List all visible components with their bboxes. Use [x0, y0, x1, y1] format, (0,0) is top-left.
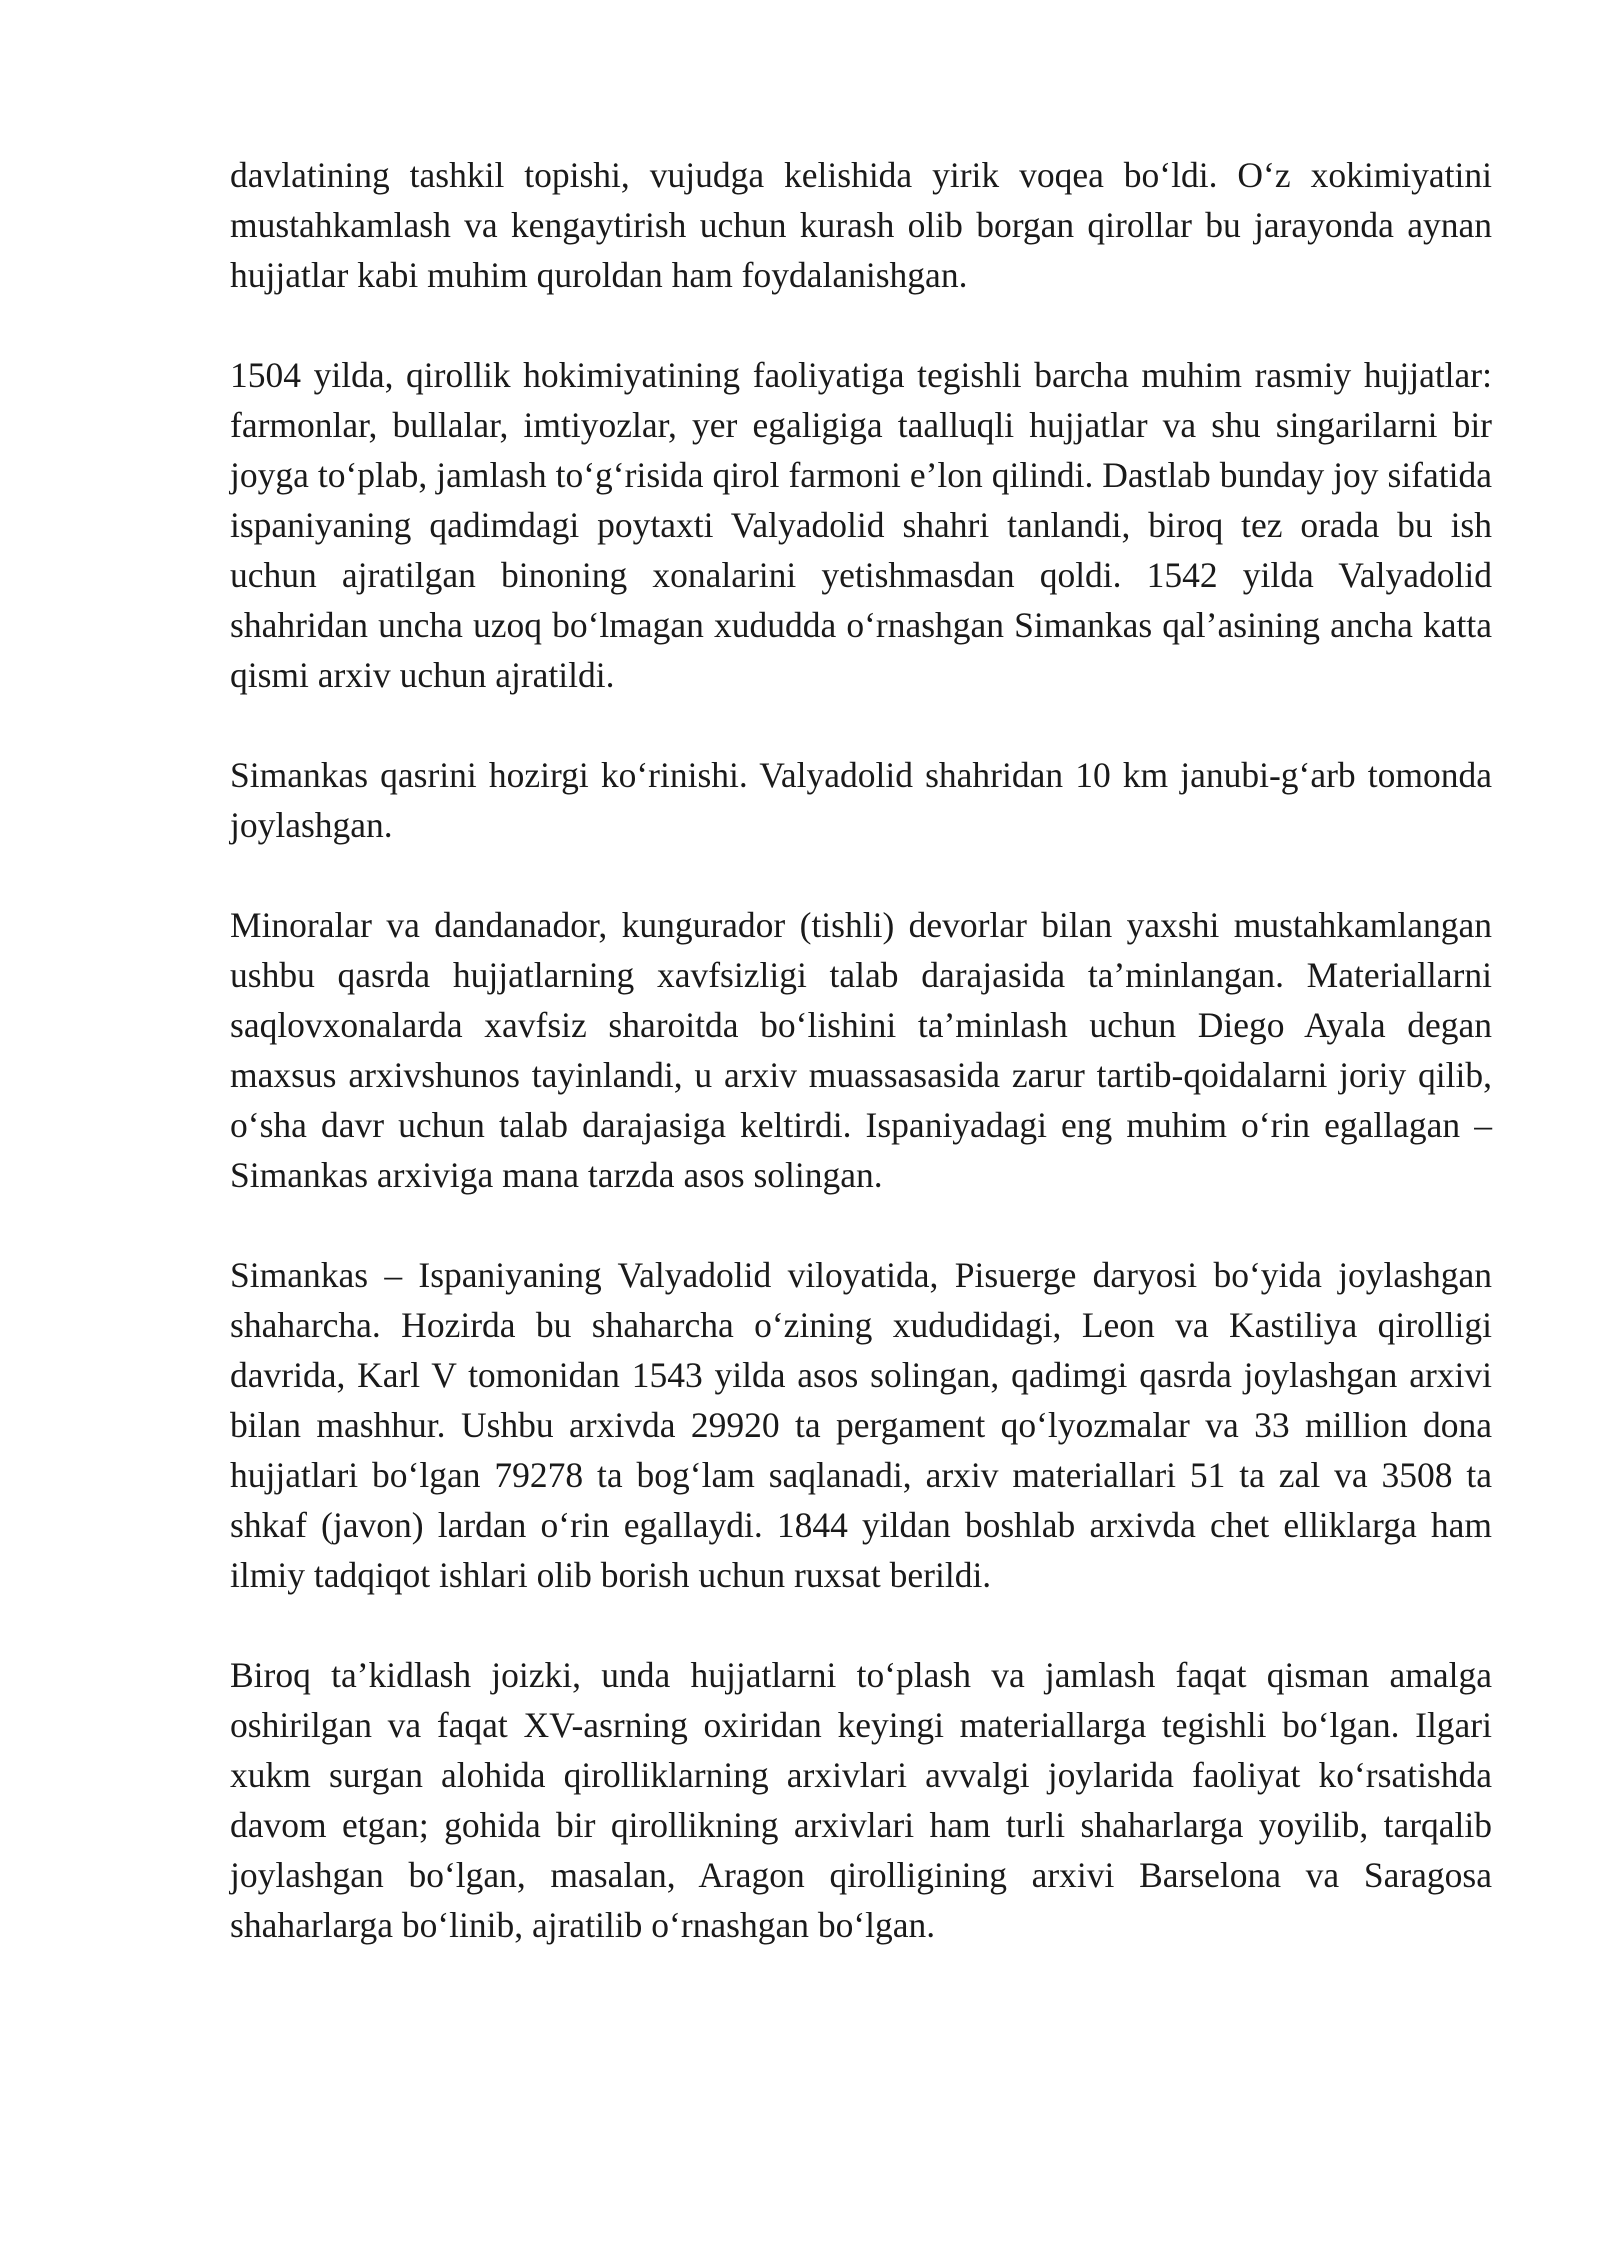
paragraph-4: Minoralar va dandanador, kungurador (tishli) devorlar bilan yaxshi mustahkamlangan ushbu qasrda hujjatlarning xavfsizligi talab darajasida ta’minlangan. Materiallarni saqlovxonalarda xavfsiz sharoitda bo‘lishini ta’minlash uchun Diego Ayala degan maxsus arxivshunos tayinlandi, u arxiv muassasasida zarur tartib-qoidalarni joriy qilib, o‘sha davr uchun talab darajasiga keltirdi. Ispaniyadagi eng muhim o‘rin egallagan – Simankas arxiviga mana tarzda asos solingan.: [230, 905, 1492, 1195]
paragraph-5: Simankas – Ispaniyaning Valyadolid viloyatida, Pisuerge daryosi bo‘yida joylashgan shaharcha. Hozirda bu shaharcha o‘zining xududidagi, Leon va Kastiliya qirolligi davrida, Karl V tomonidan 1543 yilda asos solingan, qadimgi qasrda joylashgan arxivi bilan mashhur. Ushbu arxivda 29920 ta pergament qo‘lyozmalar va 33 million dona hujjatlari bo‘lgan 79278 ta bog‘lam saqlanadi, arxiv materiallari 51 ta zal va 3508 ta shkaf (javon) lardan o‘rin egallaydi. 1844 yildan boshlab arxivda chet elliklarga ham ilmiy tadqiqot ishlari olib borish uchun ruxsat berildi.: [230, 1255, 1492, 1595]
paragraph-1: davlatining tashkil topishi, vujudga kelishida yirik voqea bo‘ldi. O‘z xokimiyatini mustahkamlash va kengaytirish uchun kurash olib borgan qirollar bu jarayonda aynan hujjatlar kabi muhim quroldan ham foydalanishgan.: [230, 155, 1492, 295]
paragraph-2: 1504 yilda, qirollik hokimiyatining faoliyatiga tegishli barcha muhim rasmiy hujjatlar: farmonlar, bullalar, imtiyozlar, yer egaligiga taalluqli hujjatlar va shu singarilarni bir joyga to‘plab, jamlash to‘g‘risida qirol farmoni e’lon qilindi. Dastlab bunday joy sifatida ispaniyaning qadimdagi poytaxti Valyadolid shahri tanlandi, biroq tez orada bu ish uchun ajratilgan binoning xonalarini yetishmasdan qoldi. 1542 yilda Valyadolid shahridan uncha uzoq bo‘lmagan xududda o‘rnashgan Simankas qal’asining ancha katta qismi arxiv uchun ajratildi.: [230, 355, 1492, 695]
paragraph-6: Biroq ta’kidlash joizki, unda hujjatlarni to‘plash va jamlash faqat qisman amalga oshirilgan va faqat XV-asrning oxiridan keyingi materiallarga tegishli bo‘lgan. Ilgari xukm surgan alohida qirolliklarning arxivlari avvalgi joylarida faoliyat ko‘rsatishda davom etgan; gohida bir qirollikning arxivlari ham turli shaharlarga yoyilib, tarqalib joylashgan bo‘lgan, masalan, Aragon qirolligining arxivi Barselona va Saragosa shaharlarga bo‘linib, ajratilib o‘rnashgan bo‘lgan.: [230, 1655, 1492, 1945]
document-page: [230, 150, 1492, 2000]
paragraph-3: Simankas qasrini hozirgi ko‘rinishi. Valyadolid shahridan 10 km janubi-g‘arb tomonda joylashgan.: [230, 755, 1492, 845]
